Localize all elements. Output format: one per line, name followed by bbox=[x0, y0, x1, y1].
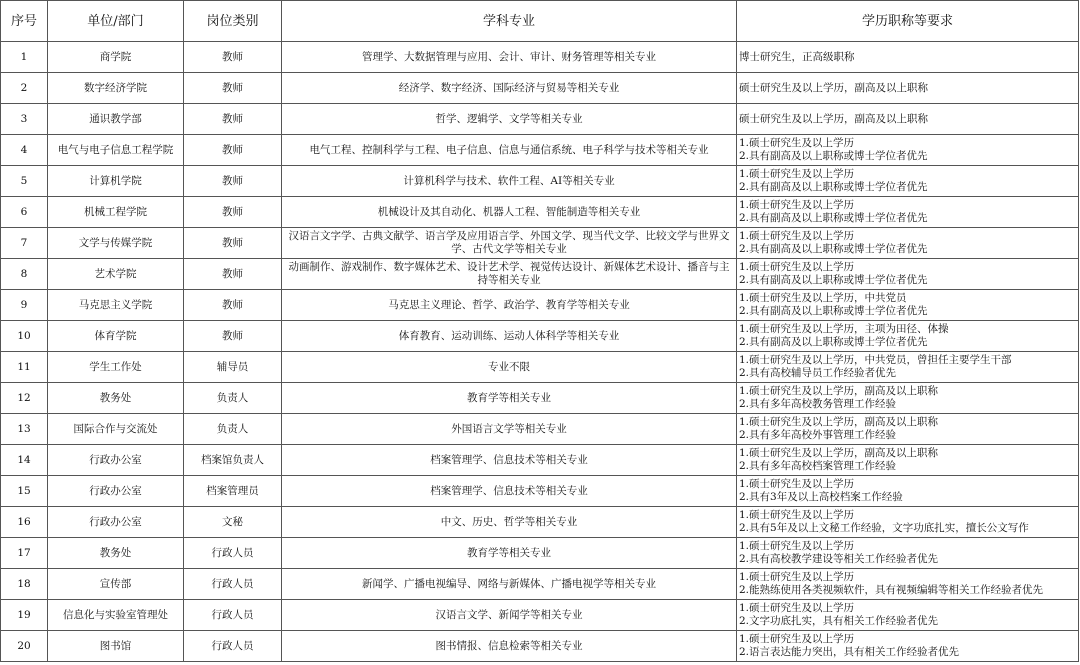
cell-unit: 体育学院 bbox=[48, 321, 184, 352]
cell-requirements bbox=[737, 197, 1079, 228]
cell-post: 教师 bbox=[184, 321, 282, 352]
cell-post: 档案馆负责人 bbox=[184, 445, 282, 476]
cell-post: 教师 bbox=[184, 228, 282, 259]
cell-unit: 行政办公室 bbox=[48, 445, 184, 476]
requirement-line: 1.硕士研究生及以上学历 bbox=[739, 478, 855, 490]
cell-post: 负责人 bbox=[184, 383, 282, 414]
requirement-line: 2.能熟练使用各类视频软件，具有视频编辑等相关工作经验者优先 bbox=[739, 584, 1044, 596]
cell-seq: 2 bbox=[1, 73, 48, 104]
cell-seq: 18 bbox=[1, 569, 48, 600]
requirement-line: 1.硕士研究生及以上学历，副高及以上职称 bbox=[739, 385, 939, 397]
cell-seq: 4 bbox=[1, 135, 48, 166]
cell-major: 汉语言文学、新闻学等相关专业 bbox=[282, 600, 737, 631]
cell-requirements bbox=[737, 228, 1079, 259]
requirement-line: 2.具有副高及以上职称或博士学位者优先 bbox=[739, 305, 928, 317]
cell-unit: 行政办公室 bbox=[48, 476, 184, 507]
table-row bbox=[1, 73, 1079, 104]
table-row bbox=[1, 631, 1079, 662]
cell-major: 专业不限 bbox=[282, 352, 737, 383]
requirement-line: 2.具有副高及以上职称或博士学位者优先 bbox=[739, 212, 928, 224]
cell-post: 教师 bbox=[184, 104, 282, 135]
cell-post: 教师 bbox=[184, 290, 282, 321]
table-row bbox=[1, 445, 1079, 476]
cell-post: 教师 bbox=[184, 197, 282, 228]
cell-major: 机械设计及其自动化、机器人工程、智能制造等相关专业 bbox=[282, 197, 737, 228]
cell-major: 教育学等相关专业 bbox=[282, 383, 737, 414]
requirement-line: 2.文字功底扎实，具有相关工作经验者优先 bbox=[739, 615, 939, 627]
cell-post: 教师 bbox=[184, 135, 282, 166]
requirement-line: 1.硕士研究生及以上学历，主项为田径、体操 bbox=[739, 323, 949, 335]
cell-unit: 通识教学部 bbox=[48, 104, 184, 135]
cell-major: 中文、历史、哲学等相关专业 bbox=[282, 507, 737, 538]
cell-unit: 电气与电子信息工程学院 bbox=[48, 135, 184, 166]
requirement-line: 1.硕士研究生及以上学历 bbox=[739, 509, 855, 521]
cell-post: 行政人员 bbox=[184, 631, 282, 662]
cell-unit: 文学与传媒学院 bbox=[48, 228, 184, 259]
cell-seq: 1 bbox=[1, 42, 48, 73]
cell-major: 新闻学、广播电视编导、网络与新媒体、广播电视学等相关专业 bbox=[282, 569, 737, 600]
cell-unit: 商学院 bbox=[48, 42, 184, 73]
cell-major: 外国语言文学等相关专业 bbox=[282, 414, 737, 445]
requirement-line: 博士研究生，正高级职称 bbox=[739, 50, 855, 63]
cell-requirements bbox=[737, 290, 1079, 321]
cell-requirements bbox=[737, 104, 1079, 135]
requirement-line: 硕士研究生及以上学历，副高及以上职称 bbox=[739, 81, 928, 94]
cell-major: 教育学等相关专业 bbox=[282, 538, 737, 569]
requirement-line: 2.具有多年高校教务管理工作经验 bbox=[739, 398, 897, 410]
cell-seq: 19 bbox=[1, 600, 48, 631]
cell-unit: 宣传部 bbox=[48, 569, 184, 600]
table-row bbox=[1, 166, 1079, 197]
cell-unit: 马克思主义学院 bbox=[48, 290, 184, 321]
requirement-line: 1.硕士研究生及以上学历，副高及以上职称 bbox=[739, 447, 939, 459]
cell-major: 档案管理学、信息技术等相关专业 bbox=[282, 476, 737, 507]
requirement-line: 2.具有副高及以上职称或博士学位者优先 bbox=[739, 150, 928, 162]
cell-major: 经济学、数字经济、国际经济与贸易等相关专业 bbox=[282, 73, 737, 104]
cell-requirements bbox=[737, 600, 1079, 631]
header-seq: 序号 bbox=[1, 1, 48, 42]
cell-seq: 6 bbox=[1, 197, 48, 228]
cell-unit: 机械工程学院 bbox=[48, 197, 184, 228]
table-row bbox=[1, 259, 1079, 290]
cell-requirements bbox=[737, 259, 1079, 290]
requirement-line: 1.硕士研究生及以上学历 bbox=[739, 540, 855, 552]
requirement-line: 2.具有副高及以上职称或博士学位者优先 bbox=[739, 274, 928, 286]
cell-requirements bbox=[737, 538, 1079, 569]
cell-post: 辅导员 bbox=[184, 352, 282, 383]
header-requirements: 学历职称等要求 bbox=[737, 1, 1079, 42]
cell-post: 负责人 bbox=[184, 414, 282, 445]
table-row bbox=[1, 383, 1079, 414]
requirement-line: 2.具有高校教学建设等相关工作经验者优先 bbox=[739, 553, 939, 565]
cell-seq: 7 bbox=[1, 228, 48, 259]
requirement-line: 2.具有副高及以上职称或博士学位者优先 bbox=[739, 243, 928, 255]
table-row bbox=[1, 321, 1079, 352]
requirement-line: 2.语言表达能力突出，具有相关工作经验者优先 bbox=[739, 646, 960, 658]
requirement-line: 1.硕士研究生及以上学历 bbox=[739, 602, 855, 614]
cell-post: 行政人员 bbox=[184, 600, 282, 631]
cell-requirements bbox=[737, 476, 1079, 507]
cell-major: 档案管理学、信息技术等相关专业 bbox=[282, 445, 737, 476]
requirement-line: 1.硕士研究生及以上学历，副高及以上职称 bbox=[739, 416, 939, 428]
requirement-line: 1.硕士研究生及以上学历 bbox=[739, 571, 855, 583]
cell-post: 文秘 bbox=[184, 507, 282, 538]
cell-post: 档案管理员 bbox=[184, 476, 282, 507]
cell-post: 教师 bbox=[184, 166, 282, 197]
requirement-line: 2.具有多年高校外事管理工作经验 bbox=[739, 429, 897, 441]
requirement-line: 2.具有副高及以上职称或博士学位者优先 bbox=[739, 336, 928, 348]
cell-unit: 艺术学院 bbox=[48, 259, 184, 290]
cell-seq: 15 bbox=[1, 476, 48, 507]
cell-unit: 数字经济学院 bbox=[48, 73, 184, 104]
cell-post: 行政人员 bbox=[184, 569, 282, 600]
cell-major: 动画制作、游戏制作、数字媒体艺术、设计艺术学、视觉传达设计、新媒体艺术设计、播音与主持等相关专业 bbox=[282, 259, 737, 290]
table-row bbox=[1, 290, 1079, 321]
cell-seq: 8 bbox=[1, 259, 48, 290]
cell-major: 计算机科学与技术、软件工程、AI等相关专业 bbox=[282, 166, 737, 197]
header-post: 岗位类别 bbox=[184, 1, 282, 42]
requirement-line: 1.硕士研究生及以上学历，中共党员，曾担任主要学生干部 bbox=[739, 354, 1012, 366]
cell-requirements bbox=[737, 352, 1079, 383]
cell-seq: 5 bbox=[1, 166, 48, 197]
table-body bbox=[1, 42, 1079, 662]
table-row bbox=[1, 507, 1079, 538]
cell-major: 管理学、大数据管理与应用、会计、审计、财务管理等相关专业 bbox=[282, 42, 737, 73]
cell-requirements bbox=[737, 631, 1079, 662]
cell-requirements bbox=[737, 135, 1079, 166]
cell-seq: 17 bbox=[1, 538, 48, 569]
cell-seq: 11 bbox=[1, 352, 48, 383]
requirement-line: 2.具有高校辅导员工作经验者优先 bbox=[739, 367, 897, 379]
cell-unit: 教务处 bbox=[48, 383, 184, 414]
cell-post: 行政人员 bbox=[184, 538, 282, 569]
cell-requirements bbox=[737, 321, 1079, 352]
table-row bbox=[1, 228, 1079, 259]
header-major: 学科专业 bbox=[282, 1, 737, 42]
cell-unit: 国际合作与交流处 bbox=[48, 414, 184, 445]
cell-requirements bbox=[737, 414, 1079, 445]
table-row bbox=[1, 414, 1079, 445]
cell-major: 电气工程、控制科学与工程、电子信息、信息与通信系统、电子科学与技术等相关专业 bbox=[282, 135, 737, 166]
cell-requirements bbox=[737, 42, 1079, 73]
cell-major: 马克思主义理论、哲学、政治学、教育学等相关专业 bbox=[282, 290, 737, 321]
cell-requirements bbox=[737, 445, 1079, 476]
table-header-row bbox=[1, 1, 1079, 42]
table-row bbox=[1, 600, 1079, 631]
cell-unit: 计算机学院 bbox=[48, 166, 184, 197]
cell-requirements bbox=[737, 73, 1079, 104]
cell-unit: 图书馆 bbox=[48, 631, 184, 662]
table-row bbox=[1, 538, 1079, 569]
requirement-line: 2.具有多年高校档案管理工作经验 bbox=[739, 460, 897, 472]
cell-requirements bbox=[737, 166, 1079, 197]
requirement-line: 1.硕士研究生及以上学历 bbox=[739, 261, 855, 273]
cell-seq: 13 bbox=[1, 414, 48, 445]
requirement-line: 1.硕士研究生及以上学历，中共党员 bbox=[739, 292, 907, 304]
cell-post: 教师 bbox=[184, 259, 282, 290]
cell-major: 汉语言文字学、古典文献学、语言学及应用语言学、外国文学、现当代文学、比较文学与世界文学、古代文学等相关专业 bbox=[282, 228, 737, 259]
cell-unit: 教务处 bbox=[48, 538, 184, 569]
table-row bbox=[1, 135, 1079, 166]
table-row bbox=[1, 352, 1079, 383]
cell-requirements bbox=[737, 383, 1079, 414]
cell-major: 图书情报、信息检索等相关专业 bbox=[282, 631, 737, 662]
cell-unit: 学生工作处 bbox=[48, 352, 184, 383]
table-row bbox=[1, 197, 1079, 228]
cell-seq: 9 bbox=[1, 290, 48, 321]
cell-major: 体育教育、运动训练、运动人体科学等相关专业 bbox=[282, 321, 737, 352]
header-unit: 单位/部门 bbox=[48, 1, 184, 42]
cell-post: 教师 bbox=[184, 73, 282, 104]
table-row bbox=[1, 476, 1079, 507]
requirement-line: 2.具有副高及以上职称或博士学位者优先 bbox=[739, 181, 928, 193]
table-row bbox=[1, 569, 1079, 600]
cell-unit: 行政办公室 bbox=[48, 507, 184, 538]
cell-seq: 10 bbox=[1, 321, 48, 352]
cell-major: 哲学、逻辑学、文学等相关专业 bbox=[282, 104, 737, 135]
requirement-line: 硕士研究生及以上学历，副高及以上职称 bbox=[739, 112, 928, 125]
cell-seq: 20 bbox=[1, 631, 48, 662]
table-row bbox=[1, 42, 1079, 73]
requirement-line: 2.具有3年及以上高校档案工作经验 bbox=[739, 491, 903, 503]
requirement-line: 1.硕士研究生及以上学历 bbox=[739, 230, 855, 242]
table-row bbox=[1, 104, 1079, 135]
cell-seq: 12 bbox=[1, 383, 48, 414]
requirement-line: 1.硕士研究生及以上学历 bbox=[739, 168, 855, 180]
cell-seq: 3 bbox=[1, 104, 48, 135]
requirement-line: 1.硕士研究生及以上学历 bbox=[739, 199, 855, 211]
requirement-line: 2.具有5年及以上文秘工作经验，文字功底扎实，擅长公文写作 bbox=[739, 522, 1029, 534]
cell-requirements bbox=[737, 569, 1079, 600]
cell-seq: 16 bbox=[1, 507, 48, 538]
cell-requirements bbox=[737, 507, 1079, 538]
cell-seq: 14 bbox=[1, 445, 48, 476]
cell-post: 教师 bbox=[184, 42, 282, 73]
requirement-line: 1.硕士研究生及以上学历 bbox=[739, 137, 855, 149]
requirement-line: 1.硕士研究生及以上学历 bbox=[739, 633, 855, 645]
cell-unit: 信息化与实验室管理处 bbox=[48, 600, 184, 631]
